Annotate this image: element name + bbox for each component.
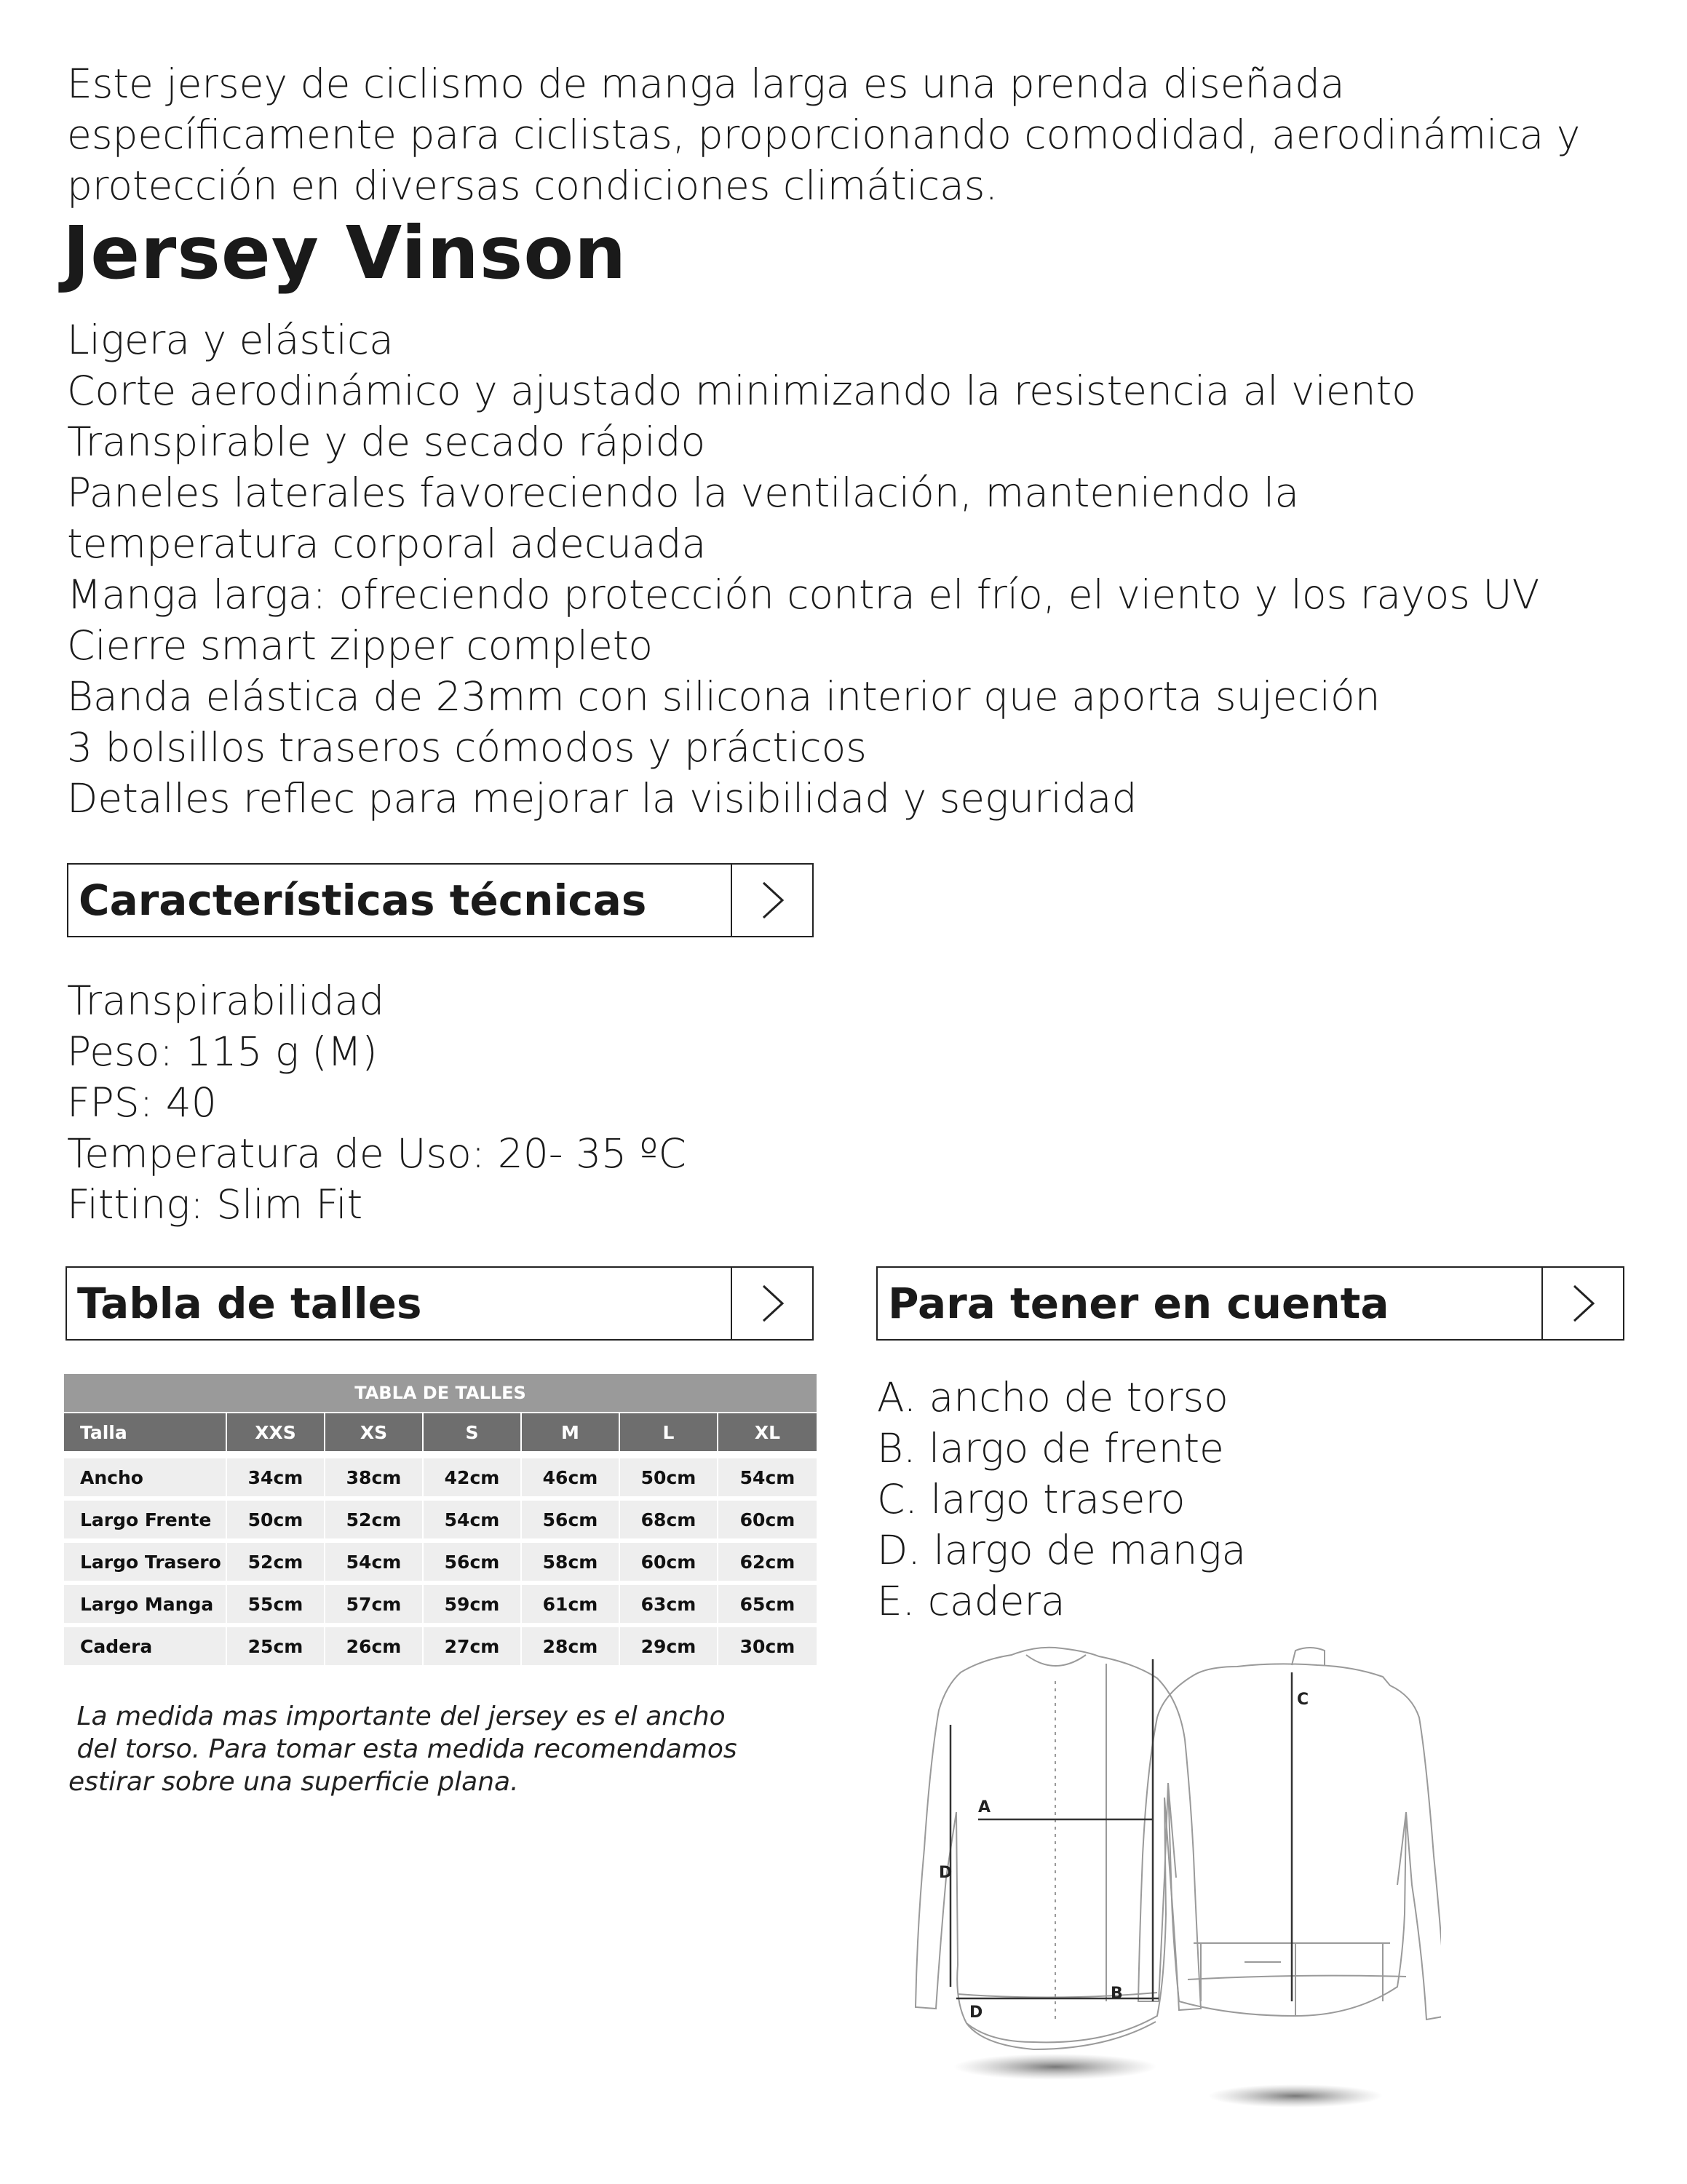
measure-legend [877, 1372, 1246, 1627]
jersey-back-outline [1138, 1648, 1441, 2020]
size-value-cell: 62cm [739, 1551, 795, 1573]
tech-section-header[interactable] [67, 863, 814, 937]
size-value-cell: 26cm [325, 1627, 424, 1665]
table-row [64, 1501, 817, 1538]
size-value-cell: 56cm [424, 1543, 522, 1581]
diagram-label-b: B [1111, 1985, 1123, 2003]
feature-item: Ligera y elástica [67, 317, 394, 363]
spec-item: Transpirabilidad [67, 977, 385, 1024]
diagram-label-d-hem: D [969, 2004, 983, 2022]
size-value-cell: 68cm [620, 1501, 718, 1538]
spec-item: Temperatura de Uso: 20- 35 ºC [67, 1130, 686, 1177]
chevron-right-icon[interactable] [1541, 1268, 1623, 1339]
measure-item: B. largo de frente [877, 1425, 1224, 1472]
row-label-cell: Ancho [64, 1458, 227, 1496]
size-value-cell: 28cm [522, 1627, 620, 1665]
size-value-cell: 59cm [424, 1585, 522, 1623]
spec-item: FPS: 40 [67, 1079, 217, 1126]
row-label-cell: Largo Trasero [64, 1543, 227, 1581]
diagram-label-d-sleeve: D [939, 1864, 953, 1882]
size-value-cell: 57cm [325, 1585, 424, 1623]
row-label-cell: Largo Manga [64, 1585, 227, 1623]
header-cell: M [522, 1413, 620, 1451]
size-value-cell: 42cm [424, 1458, 522, 1496]
measure-item: D. largo de manga [877, 1527, 1247, 1573]
size-value-cell: 50cm [620, 1458, 718, 1496]
size-value-cell: 54cm [739, 1466, 795, 1488]
intro-paragraph: Este jersey de ciclismo de manga larga es una prenda diseñada específicamente para ciclistas, proporcionando comodidad, aerodinámica y protección en diversas condiciones climáticas. [67, 60, 1581, 209]
size-table-body [64, 1458, 817, 1665]
spec-list [67, 975, 686, 1230]
feature-item: Manga larga: ofreciendo protección contra el frío, el viento y los rayos UV [67, 571, 1540, 618]
tech-section-label: Características técnicas [79, 875, 647, 925]
measure-item: A. ancho de torso [877, 1374, 1228, 1421]
measurement-note [68, 1700, 767, 1798]
feature-list [67, 314, 1539, 824]
size-table-header [64, 1413, 817, 1451]
header-cell: XXS [227, 1413, 325, 1451]
row-label-cell: Largo Frente [64, 1501, 227, 1538]
chevron-right-icon[interactable] [731, 1268, 812, 1339]
feature-item: Detalles reflec para mejorar la visibilidad y seguridad [67, 775, 1138, 822]
feature-item: temperatura corporal adecuada [67, 520, 707, 567]
size-value-cell: 54cm [424, 1501, 522, 1538]
feature-item: Paneles laterales favoreciendo la ventilación, manteniendo la [67, 469, 1300, 516]
size-value-cell: 61cm [522, 1585, 620, 1623]
note-line: estirar sobre una superficie plana. [68, 1767, 519, 1797]
row-label-cell: Cadera [64, 1627, 227, 1665]
size-value-cell: 55cm [227, 1585, 325, 1623]
size-value-cell: 60cm [739, 1509, 795, 1530]
size-value-cell: 65cm [739, 1593, 795, 1615]
header-cell: Talla [64, 1413, 227, 1451]
size-value-cell: 56cm [522, 1501, 620, 1538]
jersey-measurement-diagram [888, 1637, 1441, 2118]
size-value-cell: 63cm [620, 1585, 718, 1623]
size-value-cell: 34cm [227, 1458, 325, 1496]
chevron-right-icon[interactable] [731, 865, 812, 936]
size-table [64, 1374, 817, 1665]
feature-item: Corte aerodinámico y ajustado minimizando la resistencia al viento [67, 368, 1416, 414]
measurement-lines [950, 1659, 1292, 2001]
header-cell: L [620, 1413, 718, 1451]
spec-item: Fitting: Slim Fit [67, 1181, 363, 1228]
notes-section-header[interactable] [876, 1266, 1624, 1341]
size-value-cell: 30cm [739, 1635, 795, 1657]
size-value-cell: 60cm [620, 1543, 718, 1581]
size-value-cell: 50cm [227, 1501, 325, 1538]
size-value-cell: 29cm [620, 1627, 718, 1665]
measure-item: E. cadera [877, 1578, 1065, 1624]
size-table-title: TABLA DE TALLES [64, 1374, 817, 1412]
size-value-cell: 54cm [325, 1543, 424, 1581]
size-value-cell: 27cm [424, 1627, 522, 1665]
diagram-label-a: A [978, 1798, 991, 1816]
size-value-cell: 38cm [325, 1458, 424, 1496]
feature-item: Banda elástica de 23mm con silicona interior que aporta sujeción [67, 673, 1381, 720]
size-value-cell: 46cm [522, 1458, 620, 1496]
measure-item: C. largo trasero [877, 1476, 1186, 1522]
table-row [64, 1543, 817, 1581]
product-title: Jersey Vinson [63, 210, 627, 295]
header-cell: S [424, 1413, 522, 1451]
spec-item: Peso: 115 g (M) [67, 1028, 378, 1075]
size-value-cell: 25cm [227, 1627, 325, 1665]
sizes-section-header[interactable] [66, 1266, 814, 1341]
size-value-cell: 52cm [227, 1543, 325, 1581]
table-row [64, 1458, 817, 1496]
table-row [64, 1627, 817, 1665]
sizes-section-label: Tabla de talles [77, 1279, 422, 1328]
notes-section-label: Para tener en cuenta [888, 1279, 1389, 1328]
feature-item: Transpirable y de secado rápido [67, 418, 706, 465]
table-row [64, 1585, 817, 1623]
size-value-cell: 58cm [522, 1543, 620, 1581]
feature-item: 3 bolsillos traseros cómodos y prácticos [67, 724, 867, 771]
diagram-label-c: C [1297, 1691, 1309, 1709]
jersey-front-outline [916, 1648, 1201, 2049]
header-cell: XL [754, 1421, 781, 1443]
note-line: La medida mas importante del jersey es el ancho [68, 1701, 726, 1731]
feature-item: Cierre smart zipper completo [67, 622, 654, 669]
size-value-cell: 52cm [325, 1501, 424, 1538]
back-shadow [1208, 2084, 1383, 2108]
front-shadow [953, 2054, 1157, 2080]
header-cell: XS [325, 1413, 424, 1451]
note-line: del torso. Para tomar esta medida recomendamos [68, 1734, 737, 1764]
